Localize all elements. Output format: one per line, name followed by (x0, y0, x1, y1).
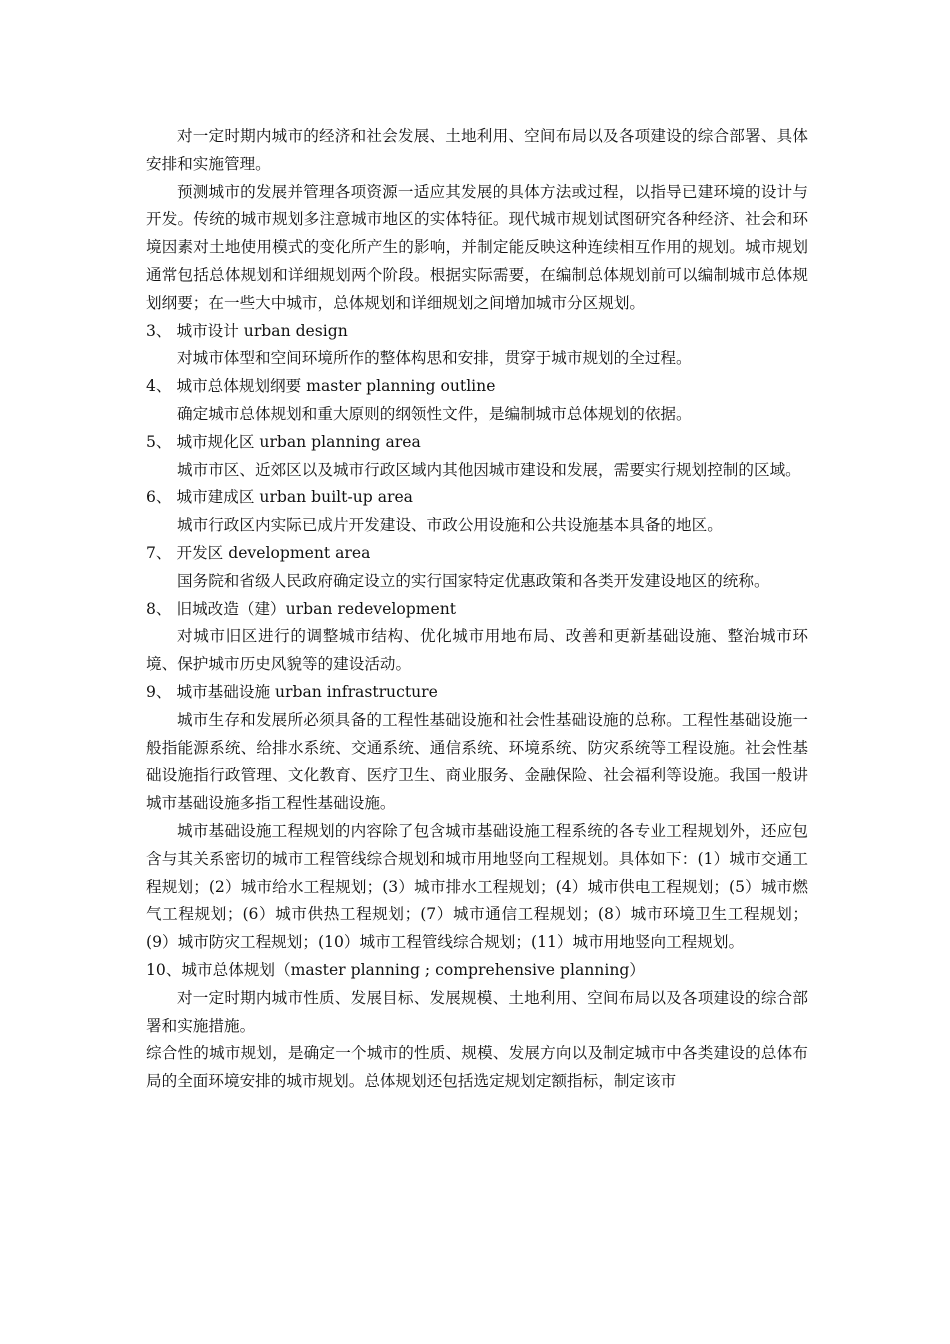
paragraph: 城市行政区内实际已成片开发建设、市政公用设施和公共设施基本具备的地区。 (177, 516, 723, 535)
paragraph: 城市市区、近郊区以及城市行政区域内其他因城市建设和发展，需要实行规划控制的区域。 (177, 460, 801, 479)
section-heading: 3、 城市设计 urban design (146, 321, 348, 340)
paragraph: 综合性的城市规划，是确定一个城市的性质、规模、发展方向以及制定城市中各类建设的总体布局的全面环境安排的城市规划。总体规划还包括选定规划定额指标，制定该市 (146, 1044, 808, 1091)
section-heading: 7、 开发区 development area (146, 543, 371, 562)
paragraph: 城市基础设施工程规划的内容除了包含城市基础设施工程系统的各专业工程规划外，还应包含与其关系密切的城市工程管线综合规划和城市用地竖向工程规划。具体如下：(1）城市交通工程规划；(2）城市给水工程规划；(3）城市排水工程规划；(4）城市供电工程规划；(5）城市燃气工程规划；(6）城市供热工程规划；(7）城市通信工程规划；(8）城市环境卫生工程规划；(9）城市防灾工程规划；(10）城市工程管线综合规划；(11）城市用地竖向工程规划。 (146, 821, 808, 952)
section-heading: 6、 城市建成区 urban built-up area (146, 488, 413, 507)
section-heading: 9、 城市基础设施 urban infrastructure (146, 682, 438, 701)
paragraph: 对一定时期内城市性质、发展目标、发展规模、土地利用、空间布局以及各项建设的综合部署和实施措施。 (146, 988, 808, 1035)
paragraph: 国务院和省级人民政府确定设立的实行国家特定优惠政策和各类开发建设地区的统称。 (177, 571, 770, 590)
paragraph: 对城市体型和空间环境所作的整体构思和安排，贯穿于城市规划的全过程。 (177, 349, 692, 368)
document-body (146, 123, 808, 1096)
paragraph: 确定城市总体规划和重大原则的纲领性文件，是编制城市总体规划的依据。 (177, 404, 692, 423)
section-heading: 8、 旧城改造（建）urban redevelopment (146, 599, 457, 618)
section-heading: 4、 城市总体规划纲要 master planning outline (146, 377, 496, 396)
section-heading: 10、城市总体规划（master planning ; comprehensive planning） (146, 960, 645, 979)
paragraph: 对城市旧区进行的调整城市结构、优化城市用地布局、改善和更新基础设施、整治城市环境、保护城市历史风貌等的建设活动。 (146, 627, 808, 674)
paragraph: 对一定时期内城市的经济和社会发展、土地利用、空间布局以及各项建设的综合部署、具体安排和实施管理。 (146, 127, 808, 173)
paragraph: 预测城市的发展并管理各项资源一适应其发展的具体方法或过程，以指导已建环境的设计与开发。传统的城市规划多注意城市地区的实体特征。现代城市规划试图研究各种经济、社会和环境因素对土地使用模式的变化所产生的影响，并制定能反映这种连续相互作用的规划。城市规划通常包括总体规划和详细规划两个阶段。根据实际需要，在编制总体规划前可以编制城市总体规划纲要；在一些大中城市，总体规划和详细规划之间增加城市分区规划。 (146, 182, 808, 312)
section-heading: 5、 城市规化区 urban planning area (146, 432, 421, 451)
paragraph: 城市生存和发展所必须具备的工程性基础设施和社会性基础设施的总称。工程性基础设施一般指能源系统、给排水系统、交通系统、通信系统、环境系统、防灾系统等工程设施。社会性基础设施指行政管理、文化教育、医疗卫生、商业服务、金融保险、社会福利等设施。我国一般讲城市基础设施多指工程性基础设施。 (146, 710, 808, 813)
